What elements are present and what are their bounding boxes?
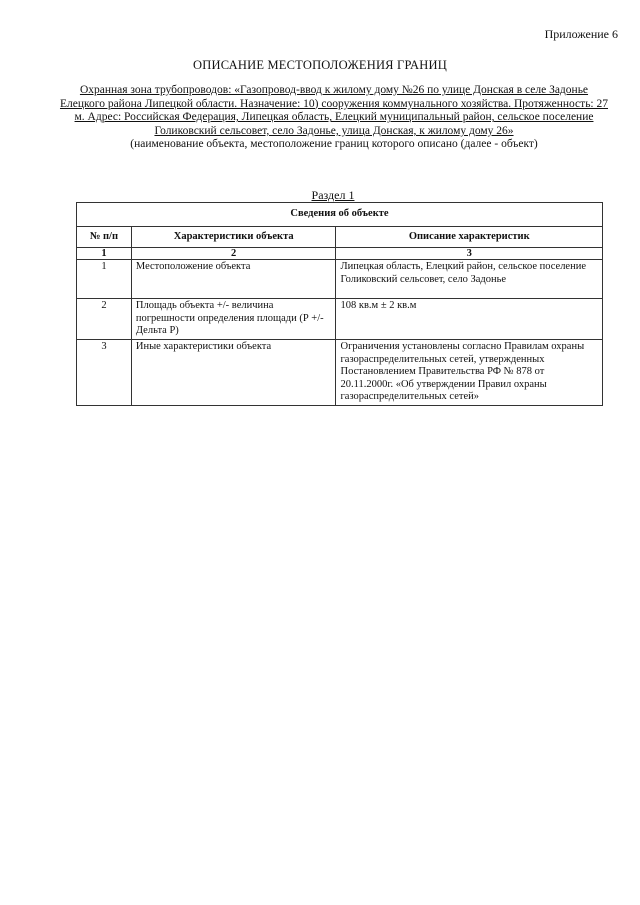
- column-number: 1: [77, 248, 132, 260]
- row-number: 2: [77, 299, 132, 340]
- row-characteristic: Местоположение объекта: [131, 260, 336, 299]
- object-description-block: [58, 84, 610, 152]
- table-row: [77, 340, 603, 406]
- row-characteristic: Иные характеристики объекта: [131, 340, 336, 406]
- object-info-table: [76, 202, 603, 406]
- table-row: [77, 260, 603, 299]
- table-caption-row: [77, 203, 603, 227]
- column-header-characteristic: Характеристики объекта: [131, 226, 336, 248]
- appendix-label: Приложение 6: [544, 27, 618, 41]
- column-number-row: [77, 248, 603, 260]
- row-number: 1: [77, 260, 132, 299]
- table-row: [77, 299, 603, 340]
- row-description: Липецкая область, Елецкий район, сельское поселение Голиковский сельсовет, село Задонье: [336, 260, 603, 299]
- object-description: Охранная зона трубопроводов: «Газопровод-ввод к жилому дому №26 по улице Донская в селе Задонье Елецкого района Липецкой области. Назначение: 10) сооружения коммунального хозяйства. Протяженность: 27 м. Адрес: Российская Федерация, Липецкая область, Елецкий муниципальный район, сельское поселение Голиковский сельсовет, село Задонье, улица Донская, к жилому дому 26»: [59, 84, 609, 137]
- object-description-note: (наименование объекта, местоположение границ которого описано (далее - объект): [130, 138, 538, 151]
- row-description: 108 кв.м ± 2 кв.м: [336, 299, 603, 340]
- table-header-row: [77, 226, 603, 248]
- row-description: Ограничения установлены согласно Правилам охраны газораспределительных сетей, утвержденных Постановлением Правительства РФ № 878 от 20.11.2000г. «Об утверждении Правил охраны газораспределительных сетей»: [336, 340, 603, 406]
- document-title: ОПИСАНИЕ МЕСТОПОЛОЖЕНИЯ ГРАНИЦ: [193, 58, 447, 72]
- table-caption: Сведения об объекте: [77, 203, 603, 227]
- column-header-number: № п/п: [77, 226, 132, 248]
- column-header-description: Описание характеристик: [336, 226, 603, 248]
- column-number: 2: [131, 248, 336, 260]
- section-label: Раздел 1: [311, 188, 355, 202]
- column-number: 3: [336, 248, 603, 260]
- row-number: 3: [77, 340, 132, 406]
- row-characteristic: Площадь объекта +/- величина погрешности определения площади (Р +/- Дельта Р): [131, 299, 336, 340]
